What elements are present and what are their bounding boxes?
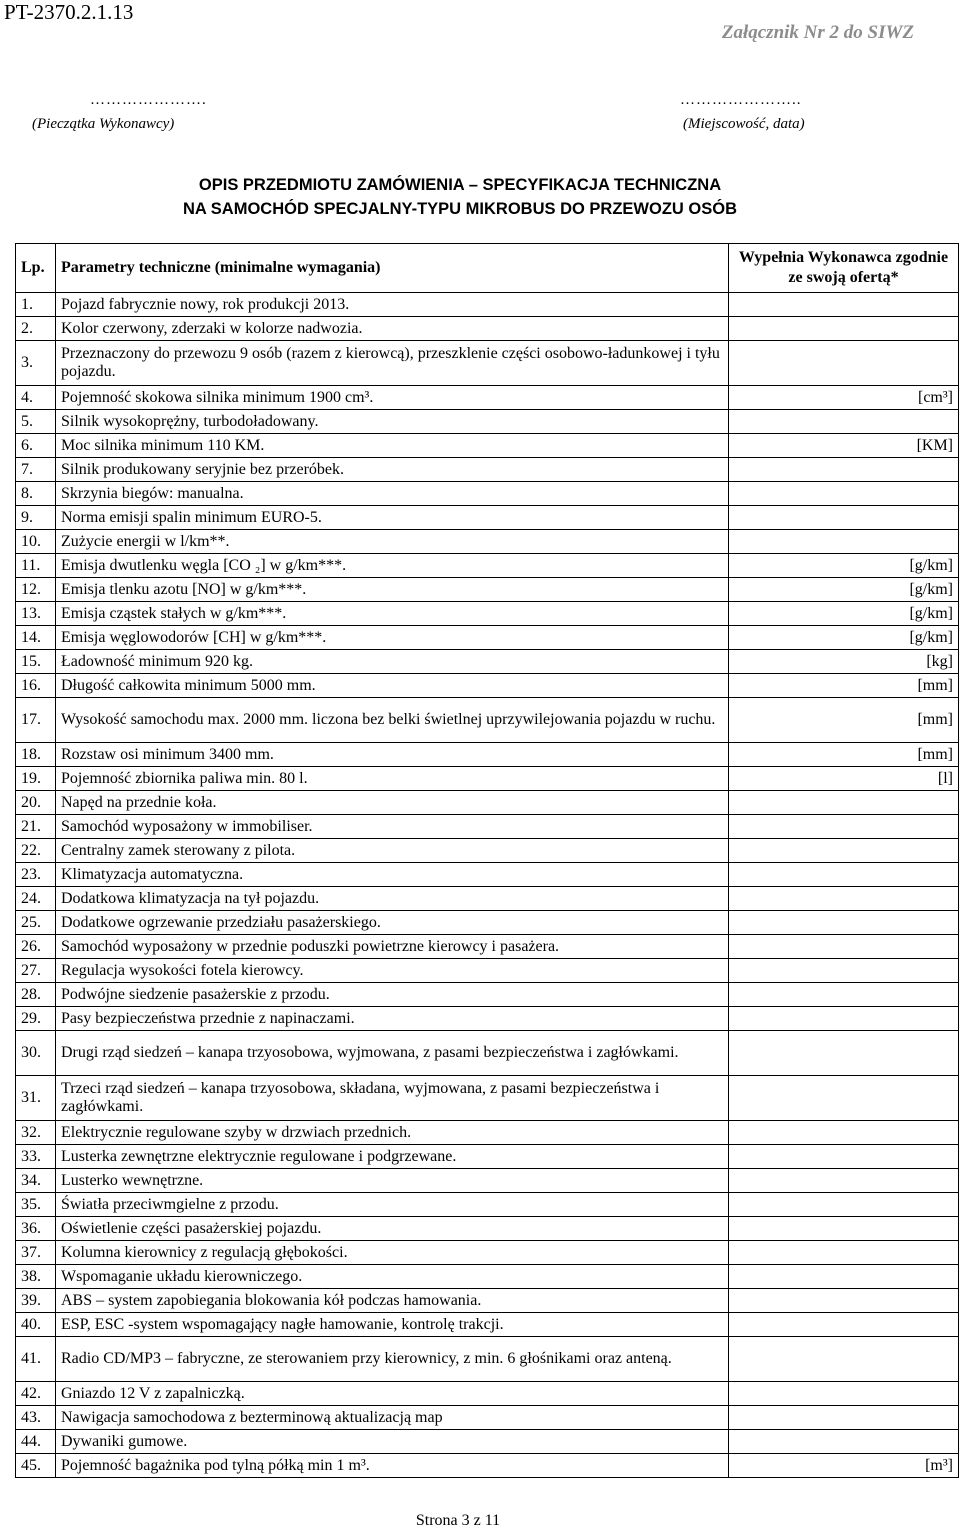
row-number: 24. <box>16 887 56 911</box>
row-contractor-value <box>729 887 959 911</box>
table-row <box>16 1076 959 1121</box>
table-row <box>16 410 959 434</box>
row-parameter: Norma emisji spalin minimum EURO-5. <box>56 506 729 530</box>
row-parameter: Dywaniki gumowe. <box>56 1430 729 1454</box>
row-contractor-value <box>729 1265 959 1289</box>
row-contractor-value <box>729 815 959 839</box>
row-contractor-value <box>729 911 959 935</box>
column-header-contractor: Wypełnia Wykonawca zgodnie ze swoją ofertą* <box>729 244 959 293</box>
row-number: 40. <box>16 1313 56 1337</box>
row-parameter: Emisja tlenku azotu [NO] w g/km***. <box>56 578 729 602</box>
row-number: 43. <box>16 1406 56 1430</box>
row-number: 25. <box>16 911 56 935</box>
row-number: 13. <box>16 602 56 626</box>
document-code: PT-2370.2.1.13 <box>4 0 134 24</box>
row-number: 20. <box>16 791 56 815</box>
table-row <box>16 1241 959 1265</box>
row-parameter: Silnik produkowany seryjnie bez przeróbek. <box>56 458 729 482</box>
row-parameter: Zużycie energii w l/km**. <box>56 530 729 554</box>
row-parameter: Samochód wyposażony w przednie poduszki powietrzne kierowcy i pasażera. <box>56 935 729 959</box>
row-parameter: Dodatkowa klimatyzacja na tył pojazdu. <box>56 887 729 911</box>
row-number: 39. <box>16 1289 56 1313</box>
row-parameter: Wysokość samochodu max. 2000 mm. liczona bez belki świetlnej uprzywilejowania pojazdu w ruchu. <box>56 698 729 743</box>
row-contractor-value: [mm] <box>729 674 959 698</box>
row-contractor-value <box>729 1169 959 1193</box>
table-body <box>16 293 959 1478</box>
row-parameter: Emisja dwutlenku węgla [CO ₂] w g/km***. <box>56 554 729 578</box>
row-number: 15. <box>16 650 56 674</box>
table-row <box>16 1430 959 1454</box>
row-number: 17. <box>16 698 56 743</box>
row-contractor-value <box>729 317 959 341</box>
row-contractor-value <box>729 1430 959 1454</box>
row-contractor-value <box>729 1313 959 1337</box>
row-contractor-value <box>729 506 959 530</box>
row-parameter: Trzeci rząd siedzeń – kanapa trzyosobowa, składana, wyjmowana, z pasami bezpieczeństwa i zagłówkami. <box>56 1076 729 1121</box>
row-number: 19. <box>16 767 56 791</box>
row-parameter: Pojemność bagażnika pod tylną półką min 1 m³. <box>56 1454 729 1478</box>
row-contractor-value <box>729 1145 959 1169</box>
row-parameter: Skrzynia biegów: manualna. <box>56 482 729 506</box>
table-row <box>16 983 959 1007</box>
row-parameter: Emisja węglowodorów [CH] w g/km***. <box>56 626 729 650</box>
table-row <box>16 791 959 815</box>
place-caption: (Miejscowość, data) <box>683 116 805 132</box>
row-number: 3. <box>16 341 56 386</box>
row-parameter: Drugi rząd siedzeń – kanapa trzyosobowa, wyjmowana, z pasami bezpieczeństwa i zagłówkami. <box>56 1031 729 1076</box>
row-contractor-value <box>729 410 959 434</box>
row-number: 33. <box>16 1145 56 1169</box>
table-row <box>16 698 959 743</box>
row-number: 12. <box>16 578 56 602</box>
table-row <box>16 935 959 959</box>
row-contractor-value <box>729 1193 959 1217</box>
row-parameter: Centralny zamek sterowany z pilota. <box>56 839 729 863</box>
table-row <box>16 1337 959 1382</box>
row-contractor-value: [g/km] <box>729 554 959 578</box>
row-parameter: Lusterka zewnętrzne elektrycznie regulowane i podgrzewane. <box>56 1145 729 1169</box>
table-row <box>16 959 959 983</box>
row-contractor-value <box>729 791 959 815</box>
table-row <box>16 602 959 626</box>
row-contractor-value <box>729 983 959 1007</box>
row-contractor-value: [l] <box>729 767 959 791</box>
row-number: 27. <box>16 959 56 983</box>
table-row <box>16 341 959 386</box>
table-row <box>16 434 959 458</box>
row-parameter: Kolumna kierownicy z regulacją głębokości. <box>56 1241 729 1265</box>
row-contractor-value <box>729 1337 959 1382</box>
place-dots: ………………….. <box>680 92 802 108</box>
table-row <box>16 1145 959 1169</box>
table-row <box>16 1313 959 1337</box>
row-contractor-value <box>729 1289 959 1313</box>
table-row <box>16 767 959 791</box>
table-row <box>16 317 959 341</box>
row-parameter: Wspomaganie układu kierowniczego. <box>56 1265 729 1289</box>
row-parameter: Światła przeciwmgielne z przodu. <box>56 1193 729 1217</box>
row-number: 31. <box>16 1076 56 1121</box>
row-parameter: Długość całkowita minimum 5000 mm. <box>56 674 729 698</box>
row-contractor-value: [mm] <box>729 698 959 743</box>
row-number: 7. <box>16 458 56 482</box>
row-number: 26. <box>16 935 56 959</box>
table-row <box>16 554 959 578</box>
table-row <box>16 506 959 530</box>
row-number: 28. <box>16 983 56 1007</box>
row-parameter: Emisja cząstek stałych w g/km***. <box>56 602 729 626</box>
row-contractor-value: [g/km] <box>729 578 959 602</box>
row-contractor-value <box>729 530 959 554</box>
row-number: 36. <box>16 1217 56 1241</box>
table-row <box>16 839 959 863</box>
row-number: 21. <box>16 815 56 839</box>
row-number: 30. <box>16 1031 56 1076</box>
table-header-row <box>16 244 959 293</box>
row-parameter: Kolor czerwony, zderzaki w kolorze nadwozia. <box>56 317 729 341</box>
row-parameter: Oświetlenie części pasażerskiej pojazdu. <box>56 1217 729 1241</box>
row-parameter: Rozstaw osi minimum 3400 mm. <box>56 743 729 767</box>
attachment-label: Załącznik Nr 2 do SIWZ <box>721 22 914 43</box>
row-number: 8. <box>16 482 56 506</box>
row-parameter: Dodatkowe ogrzewanie przedziału pasażerskiego. <box>56 911 729 935</box>
row-contractor-value: [kg] <box>729 650 959 674</box>
row-contractor-value <box>729 1217 959 1241</box>
table-row <box>16 743 959 767</box>
row-number: 22. <box>16 839 56 863</box>
row-number: 42. <box>16 1382 56 1406</box>
table-row <box>16 1193 959 1217</box>
row-contractor-value <box>729 1406 959 1430</box>
row-parameter: Pojemność zbiornika paliwa min. 80 l. <box>56 767 729 791</box>
row-number: 38. <box>16 1265 56 1289</box>
row-number: 45. <box>16 1454 56 1478</box>
row-number: 14. <box>16 626 56 650</box>
table-row <box>16 530 959 554</box>
row-parameter: Napęd na przednie koła. <box>56 791 729 815</box>
row-contractor-value: [g/km] <box>729 626 959 650</box>
row-contractor-value <box>729 293 959 317</box>
row-number: 18. <box>16 743 56 767</box>
table-row <box>16 1289 959 1313</box>
table-row <box>16 626 959 650</box>
row-parameter: Pojazd fabrycznie nowy, rok produkcji 2013. <box>56 293 729 317</box>
table-row <box>16 1217 959 1241</box>
table-row <box>16 458 959 482</box>
document-title-line2: NA SAMOCHÓD SPECJALNY-TYPU MIKROBUS DO PRZEWOZU OSÓB <box>183 200 737 218</box>
row-number: 29. <box>16 1007 56 1031</box>
row-contractor-value <box>729 1241 959 1265</box>
table-row <box>16 1007 959 1031</box>
table-row <box>16 1265 959 1289</box>
table-row <box>16 650 959 674</box>
row-contractor-value: [KM] <box>729 434 959 458</box>
row-contractor-value <box>729 1121 959 1145</box>
row-parameter: Pojemność skokowa silnika minimum 1900 cm³. <box>56 386 729 410</box>
row-contractor-value: [g/km] <box>729 602 959 626</box>
row-number: 6. <box>16 434 56 458</box>
row-number: 5. <box>16 410 56 434</box>
row-parameter: Silnik wysokoprężny, turbodoładowany. <box>56 410 729 434</box>
row-number: 1. <box>16 293 56 317</box>
row-contractor-value <box>729 341 959 386</box>
column-header-lp: Lp. <box>16 244 56 293</box>
table-row <box>16 1406 959 1430</box>
row-contractor-value <box>729 482 959 506</box>
row-number: 9. <box>16 506 56 530</box>
table-row <box>16 293 959 317</box>
page-number: Strona 3 z 11 <box>415 1512 501 1529</box>
column-header-parameters: Parametry techniczne (minimalne wymagania) <box>56 244 729 293</box>
table-row <box>16 674 959 698</box>
specification-table <box>15 243 959 1478</box>
row-number: 37. <box>16 1241 56 1265</box>
row-parameter: Ładowność minimum 920 kg. <box>56 650 729 674</box>
row-contractor-value <box>729 458 959 482</box>
row-parameter: Podwójne siedzenie pasażerskie z przodu. <box>56 983 729 1007</box>
row-parameter: Gniazdo 12 V z zapalniczką. <box>56 1382 729 1406</box>
row-contractor-value <box>729 1382 959 1406</box>
row-contractor-value <box>729 959 959 983</box>
stamp-caption: (Pieczątka Wykonawcy) <box>32 116 175 132</box>
document-title-line1: OPIS PRZEDMIOTU ZAMÓWIENIA – SPECYFIKACJA TECHNICZNA <box>198 176 722 194</box>
table-row <box>16 1121 959 1145</box>
row-contractor-value: [cm³] <box>729 386 959 410</box>
table-row <box>16 1031 959 1076</box>
row-number: 2. <box>16 317 56 341</box>
row-number: 11. <box>16 554 56 578</box>
row-parameter: Pasy bezpieczeństwa przednie z napinaczami. <box>56 1007 729 1031</box>
row-number: 41. <box>16 1337 56 1382</box>
table-row <box>16 887 959 911</box>
row-parameter: Lusterko wewnętrzne. <box>56 1169 729 1193</box>
row-parameter: Nawigacja samochodowa z bezterminową aktualizacją map <box>56 1406 729 1430</box>
row-number: 16. <box>16 674 56 698</box>
table-row <box>16 911 959 935</box>
row-number: 23. <box>16 863 56 887</box>
row-parameter: ESP, ESC -system wspomagający nagłe hamowanie, kontrolę trakcji. <box>56 1313 729 1337</box>
table-row <box>16 1382 959 1406</box>
table-row <box>16 482 959 506</box>
row-contractor-value <box>729 839 959 863</box>
row-contractor-value <box>729 863 959 887</box>
row-parameter: Regulacja wysokości fotela kierowcy. <box>56 959 729 983</box>
row-number: 34. <box>16 1169 56 1193</box>
row-number: 10. <box>16 530 56 554</box>
table-row <box>16 578 959 602</box>
table-row <box>16 1169 959 1193</box>
table-row <box>16 863 959 887</box>
row-number: 32. <box>16 1121 56 1145</box>
table-row <box>16 1454 959 1478</box>
row-parameter: Moc silnika minimum 110 KM. <box>56 434 729 458</box>
row-number: 35. <box>16 1193 56 1217</box>
row-contractor-value: [mm] <box>729 743 959 767</box>
row-number: 44. <box>16 1430 56 1454</box>
table-row <box>16 386 959 410</box>
row-contractor-value <box>729 1007 959 1031</box>
row-parameter: Przeznaczony do przewozu 9 osób (razem z kierowcą), przeszklenie części osobowo-ładunkowej i tyłu pojazdu. <box>56 341 729 386</box>
row-number: 4. <box>16 386 56 410</box>
row-contractor-value <box>729 1076 959 1121</box>
row-parameter: ABS – system zapobiegania blokowania kół podczas hamowania. <box>56 1289 729 1313</box>
table-row <box>16 815 959 839</box>
row-parameter: Samochód wyposażony w immobiliser. <box>56 815 729 839</box>
row-contractor-value: [m³] <box>729 1454 959 1478</box>
row-contractor-value <box>729 935 959 959</box>
row-contractor-value <box>729 1031 959 1076</box>
row-parameter: Radio CD/MP3 – fabryczne, ze sterowaniem przy kierownicy, z min. 6 głośnikami oraz anteną. <box>56 1337 729 1382</box>
row-parameter: Klimatyzacja automatyczna. <box>56 863 729 887</box>
row-parameter: Elektrycznie regulowane szyby w drzwiach przednich. <box>56 1121 729 1145</box>
stamp-dots: …………………. <box>90 92 207 108</box>
